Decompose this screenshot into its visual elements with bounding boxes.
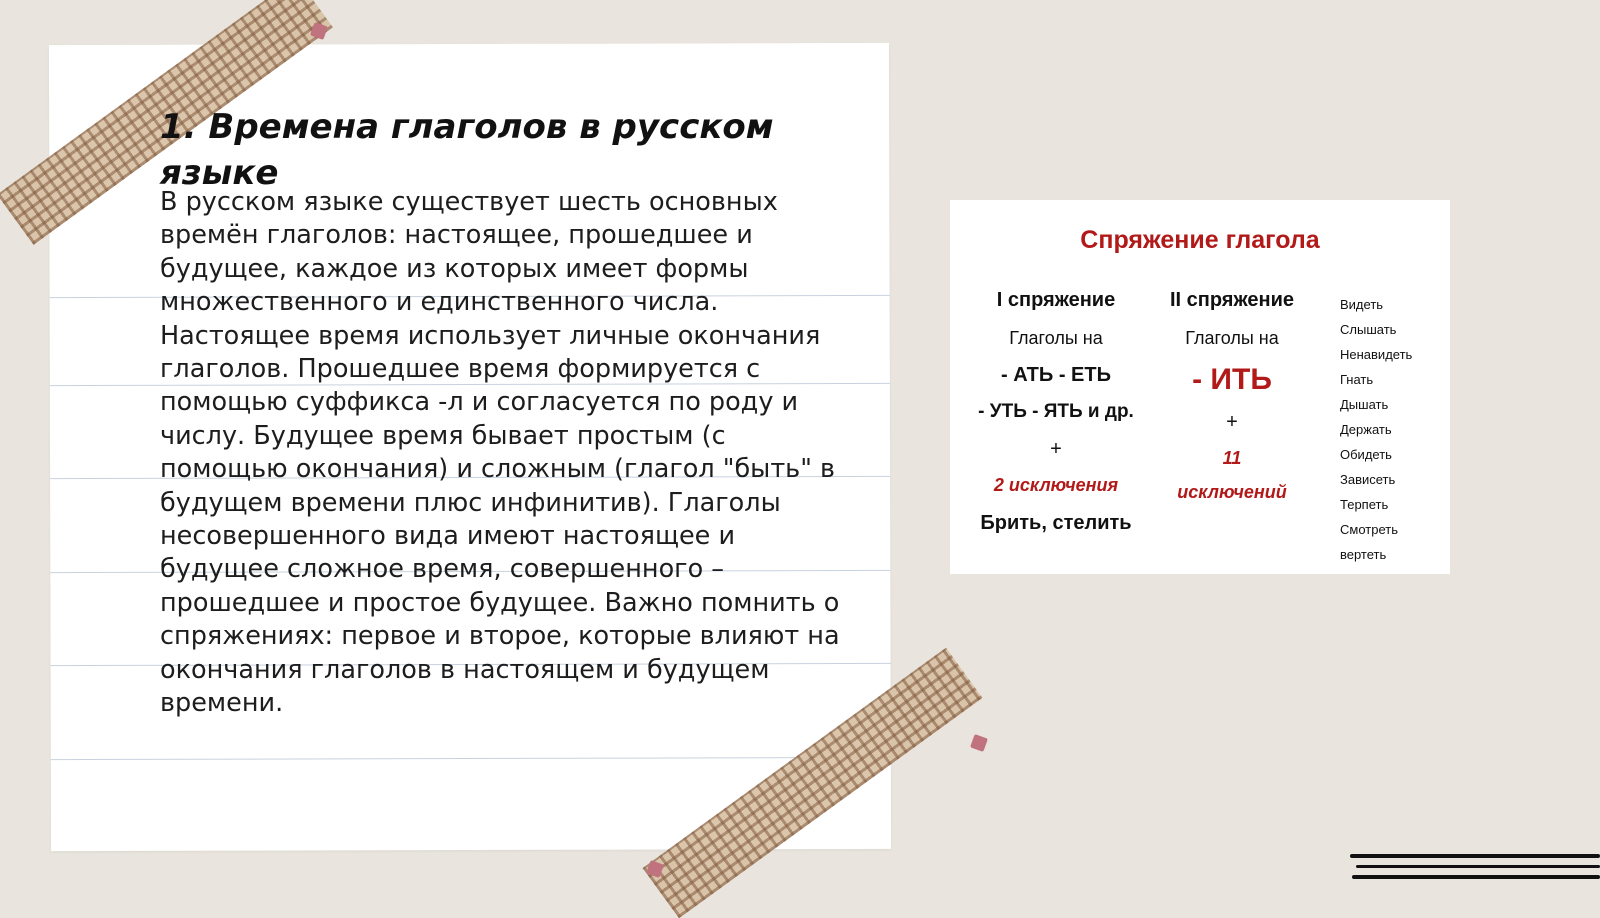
second-conjugation-column xyxy=(1148,288,1316,504)
first-conjugation-column xyxy=(968,288,1144,535)
exception-verb: Ненавидеть xyxy=(1340,347,1413,362)
first-conjugation-subtitle: Глаголы на xyxy=(1009,328,1103,348)
decorative-line xyxy=(1350,854,1600,858)
second-conjugation-ending: - ИТЬ xyxy=(1192,363,1272,396)
tape-end xyxy=(970,734,988,752)
exception-verb: Гнать xyxy=(1340,372,1374,387)
second-conjugation-subtitle: Глаголы на xyxy=(1185,328,1279,348)
exception-verb: Дышать xyxy=(1340,397,1389,412)
first-conjugation-plus: + xyxy=(1050,438,1062,460)
exception-verb: Смотреть xyxy=(1340,522,1398,537)
exception-verb: вертеть xyxy=(1340,547,1387,562)
exception-verb: Обидеть xyxy=(1340,447,1392,462)
second-conjugation-exceptions-label: исключений xyxy=(1177,482,1287,502)
first-conjugation-exceptions: 2 исключения xyxy=(993,475,1119,495)
decorative-lines xyxy=(1350,850,1600,890)
first-conjugation-exception-words: Брить, стелить xyxy=(980,512,1132,534)
second-conjugation-exceptions-count: 11 xyxy=(1222,448,1242,468)
slide-body-text: В русском языке существует шесть основных времён глаголов: настоящее, прошедшее и будущее, каждое из которых имеет формы множественного и единственного числа. Настоящее время использует личные окончания глаголов. Прошедшее время формируется с помощью суффикса -л и согласуется по роду и числу. Будущее время бывает простым (с помощью окончания) и сложным (глагол "быть" в будущем времени плюс инфинитив). Глаголы несовершенного вида имеют настоящее и будущее сложное время, совершенного – прошедшее и простое будущее. Важно помнить о спряжениях: первое и второе, которые влияют на окончания глаголов в настоящем и будущем времени. xyxy=(160,187,840,719)
slide-title: 1. Времена глаголов в русском языке xyxy=(160,107,774,193)
second-conjugation-plus: + xyxy=(1226,411,1238,433)
conjugation-title: Спряжение глагола xyxy=(1080,226,1320,254)
paper-rule xyxy=(51,757,891,760)
exception-verb: Терпеть xyxy=(1340,497,1389,512)
second-conjugation-header: II спряжение xyxy=(1169,289,1295,311)
exception-verbs-list xyxy=(1340,292,1445,567)
first-conjugation-header: I спряжение xyxy=(996,289,1116,311)
decorative-line xyxy=(1352,875,1600,879)
first-conjugation-endings-1: - АТЬ - ЕТЬ xyxy=(1001,364,1111,386)
exception-verb: Слышать xyxy=(1340,322,1397,337)
decorative-line xyxy=(1356,865,1600,868)
exception-verb: Зависеть xyxy=(1340,472,1396,487)
exception-verb: Видеть xyxy=(1340,297,1384,312)
exception-verb: Держать xyxy=(1340,422,1392,437)
conjugation-image xyxy=(950,200,1450,574)
first-conjugation-endings-2: - УТЬ - ЯТЬ и др. xyxy=(978,401,1134,422)
